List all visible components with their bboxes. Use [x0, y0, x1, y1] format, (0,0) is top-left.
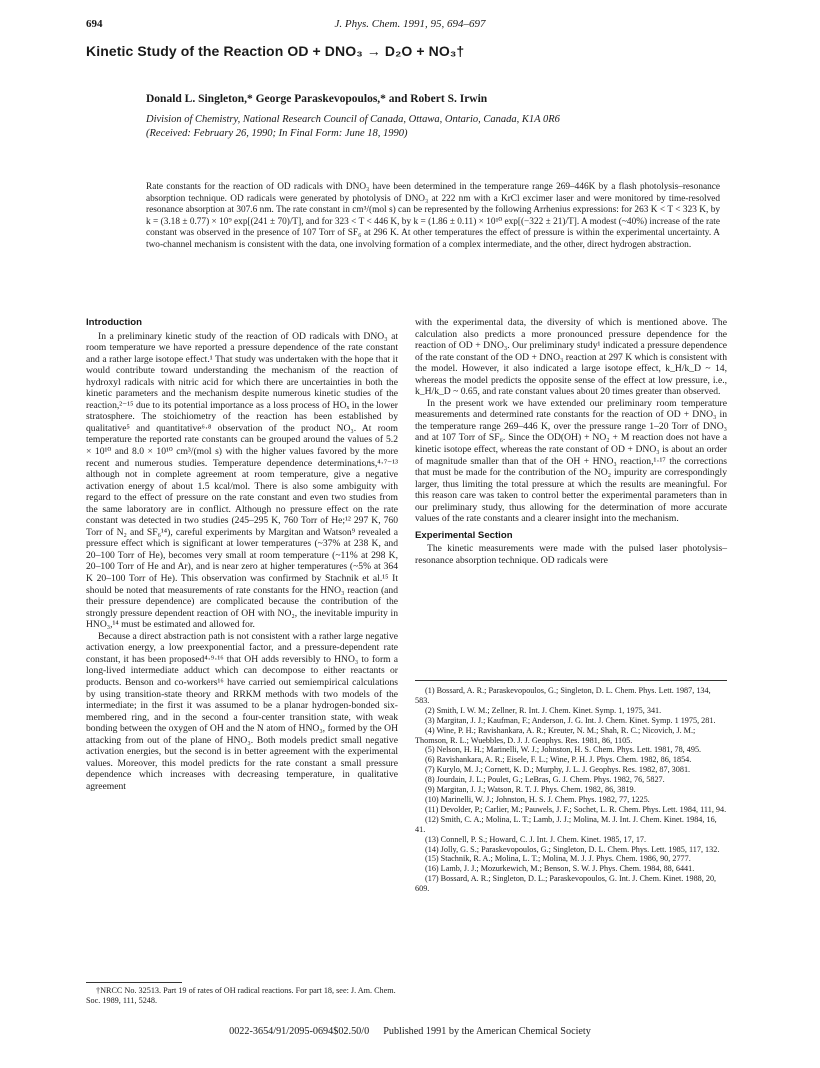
reference-item: (5) Nelson, H. H.; Marinelli, W. J.; Johnston, H. S. Chem. Phys. Lett. 1981, 78, 495.: [425, 745, 702, 755]
intro-paragraph-3: In the present work we have extended our preliminary room temperature measurements and determined rate constants for the reaction of OD + DNO₃ in the temperature range 269–446 K, over the pressure range 1–20 Torr of DNO₃ and at 107 Torr of SF₆. Since the OD(OH) + NO₂ + M reaction does not have a kinetic isotope effect, whereas the rate constant of OD + DNO₃ is about an order of magnitude smaller than that of the OH + HNO₃ reaction,¹·¹⁷ the corrections that must be made for the contribution of the NO₂ impurity are correspondingly larger, thus limiting the total pressure at which the results are meaningful. For this reason care was taken to control better the experimental parameters than in our preliminary study, thus allowing for the determination of more accurate values of the rate constants and a clearer insight into the mechanism.: [415, 397, 727, 525]
reference-item: (14) Jolly, G. S.; Paraskevopoulos, G.; Singleton, D. L. Chem. Phys. Lett. 1985, 117, 132.: [425, 844, 720, 854]
journal-citation: J. Phys. Chem. 1991, 95, 694–697: [334, 18, 486, 30]
right-column: [415, 317, 727, 566]
experimental-paragraph-1: The kinetic measurements were made with the pulsed laser photolysis–resonance absorption technique. OD radicals were: [415, 543, 727, 566]
reference-item: (6) Ravishankara, A. R.; Eisele, F. L.; Wine, P. H. J. Phys. Chem. 1982, 86, 1854.: [425, 755, 692, 765]
received-dates: (Received: February 26, 1990; In Final Form: June 18, 1990): [146, 128, 408, 139]
publisher-line: Published 1991 by the American Chemical Society: [383, 1026, 591, 1037]
left-column: [86, 317, 398, 792]
reference-item: (12) Smith, C. A.; Molina, L. T.; Lamb, J. J.; Molina, M. J. Int. J. Chem. Kinet. 1984, 16, 41.: [415, 814, 717, 834]
intro-continued-paragraph: with the experimental data, the diversity of which is mentioned above. The calculation also predicts a more pronounced pressure dependence for the reaction of OD + DNO₃. Our preliminary study¹ indicated a pressure dependence of the rate constant of the OD + DNO₃ reaction at 297 K which is consistent with the model. However, it also indicated a large isotope effect, k_H/k_D ~ 14, whereas the model predicts the opposite sense of the effect at low pressure, i.e., k_H/k_D ~ 0.65, and rate constant values about 20 times greater than observed.: [415, 317, 727, 398]
reference-list: [415, 686, 727, 894]
reference-item: (15) Stachnik, R. A.; Molina, L. T.; Molina, M. J. J. Phys. Chem. 1986, 90, 2777.: [425, 854, 691, 864]
abstract: Rate constants for the reaction of OD radicals with DNO₃ have been determined in the temperature range 269–446K by a flash photolysis–resonance absorption technique. OD radicals were generated by photolysis of DNO₃ at 222 nm with a KrCl excimer laser and were monitored by time-resolved resonance absorption at 307.6 nm. The rate constant in cm³/(mol s) can be represented by the following Arrhenius expressions: for 263 K < T < 323 K, by k = (3.18 ± 0.77) × 10⁹ exp[(241 ± 70)/T], and for 323 < T < 446 K, by k = (1.86 ± 0.11) × 10¹⁰ exp[(−322 ± 21)/T]. A modest (~40%) increase of the rate constant was observed in the presence of 107 Torr of SF₆ at 296 K. At other temperatures the effect of pressure is within the experimental uncertainty. A two-channel mechanism is consistent with the data, one involving formation of a complex intermediate, and the other, direct hydrogen abstraction.: [146, 182, 720, 250]
title-footnote: †NRCC No. 32513. Part 19 of rates of OH radical reactions. For part 18, see: J. Am. Chem. Soc. 1989, 111, 5248.: [86, 986, 396, 1005]
affiliation: Division of Chemistry, National Research Council of Canada, Ottawa, Ontario, Canada, K1A 0R6: [146, 114, 560, 125]
reference-item: (2) Smith, I. W. M.; Zellner, R. Int. J. Chem. Kinet. Symp. 1, 1975, 341.: [425, 705, 662, 715]
section-heading-introduction: Introduction: [86, 317, 142, 328]
page-footer: [86, 1026, 734, 1037]
reference-item: (16) Lamb, J. J.; Mozurkewich, M.; Benson, S. W. J. Phys. Chem. 1984, 88, 6441.: [425, 864, 695, 874]
reference-item: (1) Bossard, A. R.; Paraskevopoulos, G.; Singleton, D. L. Chem. Phys. Lett. 1987, 134, 583.: [415, 686, 711, 705]
page-number: 694: [86, 18, 103, 30]
reference-item: (9) Margitan, J. J.; Watson, R. T. J. Phys. Chem. 1982, 86, 3819.: [425, 785, 636, 795]
section-heading-experimental: Experimental Section: [415, 529, 513, 541]
reference-item: (7) Kurylo, M. J.; Cornett, K. D.; Murphy, J. L. J. Geophys. Res. 1982, 87, 3081.: [425, 765, 691, 775]
intro-paragraph-1: In a preliminary kinetic study of the reaction of OD radicals with DNO₃ at room temperature we have reported a pressure dependence of the rate constant and a rather large isotope effect.¹ That study was undertaken with the hope that it would contribute toward understanding the mechanism of the reaction of hydroxyl radicals with nitric acid for which there are uncertainties in both the kinetic parameters and the mechanism despite numerous kinetic studies of the reaction,²⁻¹⁵ due to its potential importance as a loss process of HOₓ in the lower stratosphere. The stoichiometry of the reaction has been established by qualitative⁵ and quantitative⁶·⁸ observation of the product NO₃. At room temperature the reported rate constants can be grouped around the values of 5.2 × 10¹⁰ and 8.0 × 10¹⁰ cm³/(mol s) with the higher values favored by the more recent and numerous studies. Temperature dependence determinations,⁴·⁷⁻¹³ although not in complete agreement at room temperature, give a negative activation energy of about 1.5 kcal/mol. There is also some ambiguity with regard to the effect of pressure on the rate constant and even two studies from the same laboratory are in conflict. Although no pressure effect on the rate constant was detected in two studies (245–295 K, 760 Torr of He;¹² 297 K, 760 Torr of N₂ and SF₆¹⁴), careful experiments by Margitan and Watson⁹ revealed a pressure effect which is significant at lower temperatures (~37% at 238 K, and 20–100 Torr of He), becomes very small at room temperature (~11% at 298 K, 20–100 Torr of He and Ar), and is near zero at higher temperatures (~5% at 364 K 20–100 Torr of He). This observation was confirmed by Stachnik et al.¹⁵ It should be noted that measurements of rate constants for the HNO₃ reaction (and their pressure dependence) are complicated because the contribution of the strongly pressure dependent reaction of OH with NO₂, the inevitable impurity in HNO₃,¹⁴ must be estimated and allowed for.: [86, 330, 398, 631]
reference-item: (3) Margitan, J. J.; Kaufman, F.; Anderson, J. G. Int. J. Chem. Kinet. Symp. 1 1975, 281.: [425, 715, 716, 725]
reference-item: (11) Devolder, P.; Carlier, M.; Pauwels, J. F.; Sochet, L. R. Chem. Phys. Lett. 1984, 111, 94.: [425, 804, 727, 814]
intro-paragraph-2: Because a direct abstraction path is not consistent with a rather large negative activation energy, a low preexponential factor, and a pressure-dependent rate constant, it has been proposed⁴·⁹·¹⁶ that OH adds reversibly to HNO₃ to form a long-lived intermediate adduct which can decompose to either reactants or products. Benson and co-workers¹⁶ have carried out semiempirical calculations by using transition-state theory and RRKM methods with two models of the intermediate; in the first it was assumed to be a planar hydrogen-bonded six-membered ring, and in the second a four-center transition state, with weak bonding between the oxygen of OH and the N atom of HNO₃, formed by the OH attacking from out of the plane of HNO₃. Both models predict small negative activation energies, but the second is in better agreement with the experimental values. Moreover, this model predicts for the rate constant a small pressure dependence which increases with decreasing temperature, in qualitative agreement: [86, 630, 398, 792]
footnote-rule: [86, 982, 182, 983]
reference-item: (4) Wine, P. H.; Ravishankara, A. R.; Kreuter, N. M.; Shah, R. C.; Nicovich, J. M.; Thomson, R. L.; Wuebbles, D. J. J. Geophys. Res. 1981, 86, 1105.: [415, 725, 696, 745]
article-code: 0022-3654/91/2095-0694$02.50/0: [229, 1026, 370, 1037]
article-title: Kinetic Study of the Reaction OD + DNO₃ → D₂O + NO₃†: [86, 43, 465, 59]
reference-item: (17) Bossard, A. R.; Singleton, D. L.; Paraskevopoulos, G. Int. J. Chem. Kinet. 1988, 20, 609.: [415, 874, 717, 894]
affiliation-block: [146, 113, 766, 141]
author-list: Donald L. Singleton,* George Paraskevopoulos,* and Robert S. Irwin: [146, 93, 488, 105]
references-rule: [415, 680, 727, 681]
running-header: [86, 18, 734, 34]
reference-item: (8) Jourdain, J. L.; Poulet, G.; LeBras, G. J. Chem. Phys. 1982, 76, 5827.: [425, 775, 665, 785]
reference-item: (13) Connell, P. S.; Howard, C. J. Int. J. Chem. Kinet. 1985, 17, 17.: [425, 834, 647, 844]
reference-item: (10) Marinelli, W. J.; Johnston, H. S. J. Chem. Phys. 1982, 77, 1225.: [425, 794, 650, 804]
